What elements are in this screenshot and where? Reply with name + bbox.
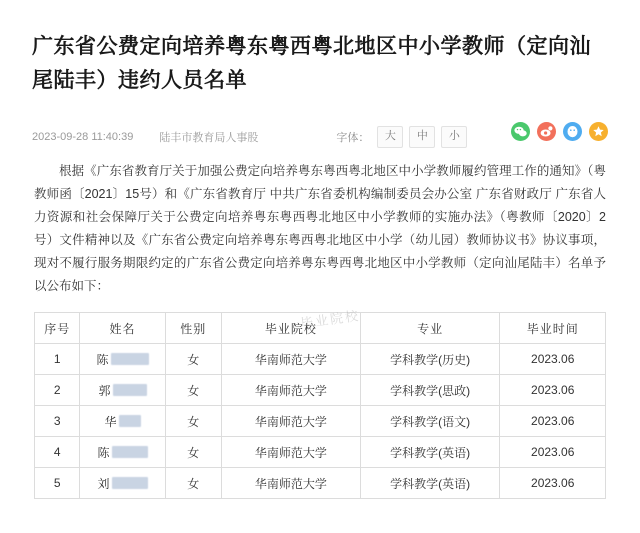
favorite-icon[interactable] (589, 122, 608, 141)
table-row (35, 344, 606, 375)
article-paragraph: 根据《广东省教育厅关于加强公费定向培养粤东粤西粤北地区中小学教师履约管理工作的通知》（粤教师函〔2021〕15号）和《广东省教育厅 中共广东省委机构编制委员会办公室 广东省财政厅 广东省人力资源和社会保障厅关于公费定向培养粤东粤西粤北地区中小学教师的实施办法》（粤教师〔2020〕2号）文件精神以及《广东省公费定向培养粤东粤西粤北地区中小学（幼儿园）教师协议书》协议事项，现对不履行服务期限约定的广东省公费定向培养粤东粤西粤北地区中小学教师（定向汕尾陆丰）名单予以公布如下： (34, 164, 606, 294)
cell-gender: 女 (165, 344, 221, 375)
name-surname: 郭 (98, 383, 111, 398)
article-page (0, 14, 640, 533)
font-size-medium-button[interactable]: 中 (409, 126, 435, 148)
cell-name (80, 437, 165, 468)
cell-name (80, 344, 165, 375)
cell-gender: 女 (165, 437, 221, 468)
cell-major: 学科教学(英语) (360, 468, 500, 499)
wechat-icon[interactable] (511, 122, 530, 141)
redaction-block (113, 384, 147, 396)
name-surname: 陈 (97, 445, 110, 460)
table-row (35, 375, 606, 406)
name-surname: 刘 (97, 476, 110, 491)
violators-table (34, 312, 606, 499)
cell-school: 华南师范大学 (221, 344, 360, 375)
name-surname: 陈 (96, 352, 109, 367)
redaction-block (111, 353, 149, 365)
name-wrapper (97, 351, 149, 368)
redaction-block (119, 415, 141, 427)
name-wrapper (105, 413, 141, 430)
cell-school: 华南师范大学 (221, 375, 360, 406)
table-body (35, 344, 606, 499)
watermark-text: 毕业院校 (299, 307, 361, 332)
table-header-row (35, 313, 606, 344)
cell-school: 华南师范大学 (221, 437, 360, 468)
cell-graduation: 2023.06 (500, 406, 606, 437)
share-bar (504, 122, 608, 141)
cell-name (80, 468, 165, 499)
col-index: 序号 (35, 313, 80, 344)
cell-gender: 女 (165, 406, 221, 437)
publish-date: 2023-09-28 11:40:39 (32, 131, 134, 144)
name-wrapper (98, 444, 148, 461)
cell-name (80, 375, 165, 406)
cell-major: 学科教学(思政) (360, 375, 500, 406)
cell-graduation: 2023.06 (500, 375, 606, 406)
table-row (35, 406, 606, 437)
redaction-block (112, 477, 148, 489)
table-row (35, 437, 606, 468)
name-surname: 华 (104, 414, 117, 429)
col-name: 姓名 (80, 313, 165, 344)
qq-icon[interactable] (563, 122, 582, 141)
cell-graduation: 2023.06 (500, 344, 606, 375)
table-row (35, 468, 606, 499)
font-size-control (336, 126, 473, 148)
violators-table-wrap (24, 306, 616, 499)
col-graduation: 毕业时间 (500, 313, 606, 344)
article-body (24, 158, 616, 306)
cell-index: 5 (35, 468, 80, 499)
cell-index: 1 (35, 344, 80, 375)
weibo-icon[interactable] (537, 122, 556, 141)
meta-bar (24, 118, 616, 158)
redaction-block (112, 446, 148, 458)
col-major: 专业 (360, 313, 500, 344)
cell-school: 华南师范大学 (221, 468, 360, 499)
cell-graduation: 2023.06 (500, 468, 606, 499)
cell-gender: 女 (165, 468, 221, 499)
cell-graduation: 2023.06 (500, 437, 606, 468)
col-gender: 性别 (165, 313, 221, 344)
name-wrapper (99, 382, 147, 399)
cell-index: 4 (35, 437, 80, 468)
publish-source: 陆丰市教育局人事股 (159, 132, 259, 145)
cell-major: 学科教学(英语) (360, 437, 500, 468)
cell-school: 华南师范大学 (221, 406, 360, 437)
font-size-small-button[interactable]: 小 (441, 126, 467, 148)
font-size-label: 字体： (336, 132, 370, 145)
font-size-large-button[interactable]: 大 (377, 126, 403, 148)
cell-name (80, 406, 165, 437)
page-title: 广东省公费定向培养粤东粤西粤北地区中小学教师（定向汕尾陆丰）违约人员名单 (32, 35, 591, 93)
cell-index: 2 (35, 375, 80, 406)
cell-index: 3 (35, 406, 80, 437)
col-school: 毕业院校 (221, 313, 360, 344)
cell-gender: 女 (165, 375, 221, 406)
cell-major: 学科教学(历史) (360, 344, 500, 375)
name-wrapper (98, 475, 148, 492)
cell-major: 学科教学(语文) (360, 406, 500, 437)
